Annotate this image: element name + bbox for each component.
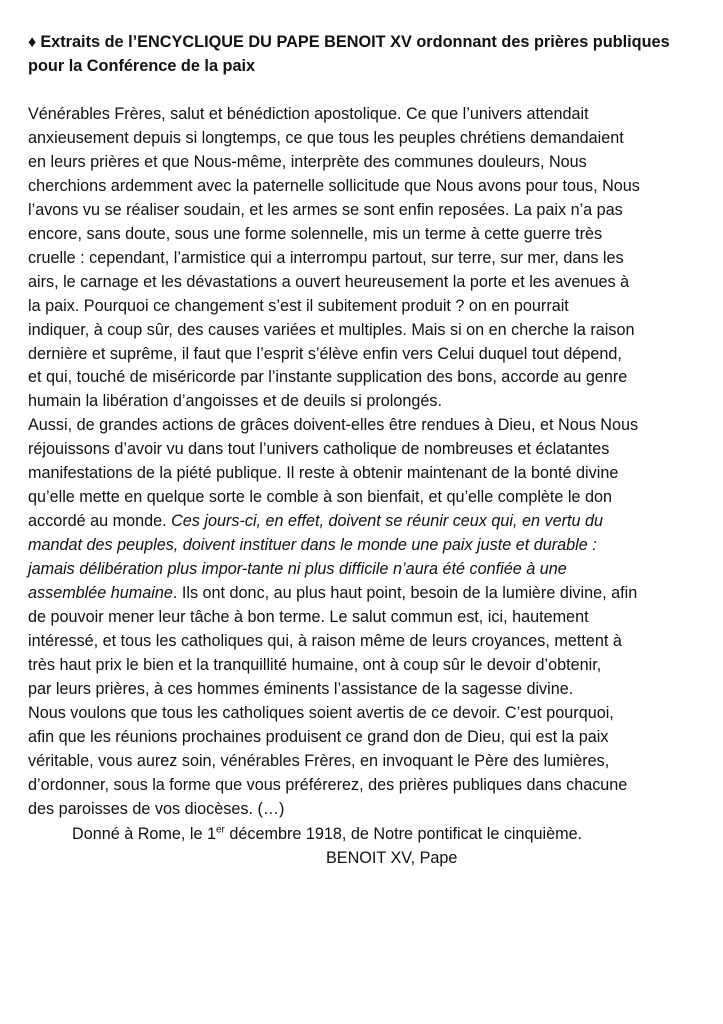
paragraph-2-line: qu’elle mette en quelque sorte le comble à son bienfait, et qu’elle complète le don: [28, 488, 613, 507]
date-suffix: décembre 1918, de Notre pontificat le cinquième.: [224, 824, 583, 843]
signature: BENOIT XV, Pape: [326, 848, 458, 867]
italic-quote-segment: Ces jours-ci, en effet, doivent se réunir ceux qui, en vertu du: [171, 512, 603, 531]
title-text-1: Extraits de l’ENCYCLIQUE DU PAPE BENOIT XV ordonnant des prières publiques: [40, 33, 670, 51]
paragraph-2-line: [28, 510, 708, 534]
title-line-2: pour la Conférence de la paix: [28, 57, 256, 75]
paragraph-1-line: l’avons vu se réaliser soudain, et les armes se sont enfin reposées. La paix n’a pas: [28, 200, 623, 219]
paragraph-1-line: en leurs prières et que Nous-même, interprète des communes douleurs, Nous: [28, 152, 587, 171]
paragraph-2-line: [28, 582, 708, 606]
normal-text-segment: . Ils ont donc, au plus haut point, besoin de la lumière divine, afin: [172, 584, 638, 603]
paragraph-1-line: la paix. Pourquoi ce changement s’est il subitement produit ? on en pourrait: [28, 296, 569, 315]
paragraph-1-line: anxieusement depuis si longtemps, ce que tous les peuples chrétiens demandaient: [28, 128, 624, 147]
italic-quote-segment: assemblée humaine: [28, 584, 173, 603]
diamond-bullet-icon: ♦: [28, 33, 37, 51]
paragraph-2-line: très haut prix le bien et la tranquillité humaine, ont à coup sûr le devoir d’obtenir,: [28, 655, 602, 674]
date-line: [28, 822, 708, 846]
paragraph-1-line: airs, le carnage et les dévastations a ouvert heureusement la porte et les avenues à: [28, 272, 630, 291]
paragraph-3-line: des paroisses de vos diocèses. (…): [28, 799, 285, 818]
signoff: [28, 822, 708, 870]
paragraph-3-line: afin que les réunions prochaines produisent ce grand don de Dieu, qui est la paix: [28, 727, 609, 746]
date-prefix: Donné à Rome, le 1: [72, 824, 216, 843]
paragraph-1-line: cherchions ardemment avec la paternelle sollicitude que Nous avons pour tous, Nous: [28, 176, 640, 195]
paragraph-3: [28, 702, 708, 822]
normal-text-segment: accordé au monde.: [28, 512, 172, 531]
paragraph-1-line: et qui, touché de miséricorde par l’instante supplication des bons, accorde au genre: [28, 368, 628, 387]
paragraph-2-line: par leurs prières, à ces hommes éminents l’assistance de la sagesse divine.: [28, 679, 574, 698]
document-page: [28, 30, 708, 870]
paragraph-1-line: indiquer, à coup sûr, des causes variées et multiples. Mais si on en cherche la raison: [28, 320, 635, 339]
italic-quote-line: mandat des peuples, doivent instituer dans le monde une paix juste et durable :: [28, 536, 597, 555]
paragraph-1-line: humain la libération d’angoisses et de deuils si prolongés.: [28, 392, 442, 411]
paragraph-1-line: encore, sans doute, sous une forme solennelle, mis un terme à cette guerre très: [28, 224, 603, 243]
paragraph-1-line: Vénérables Frères, salut et bénédiction apostolique. Ce que l’univers attendait: [28, 105, 589, 123]
paragraph-2-line: réjouissons d’avoir vu dans tout l’univers catholique de nombreuses et éclatantes: [28, 440, 610, 459]
paragraph-1: [28, 103, 708, 414]
paragraph-1-line: dernière et suprême, il faut que l’esprit s’élève enfin vers Celui duquel tout dépend,: [28, 344, 622, 363]
paragraph-3-line: véritable, vous aurez soin, vénérables Frères, en invoquant le Père des lumières,: [28, 751, 610, 770]
paragraph-2: [28, 414, 708, 701]
document-title: [28, 30, 708, 78]
date-superscript: er: [215, 824, 225, 836]
paragraph-2-line: Aussi, de grandes actions de grâces doivent-elles être rendues à Dieu, et Nous Nous: [28, 416, 639, 435]
title-line-1: [28, 30, 708, 54]
paragraph-3-line: d’ordonner, sous la forme que vous préférerez, des prières publiques dans chacune: [28, 775, 628, 794]
italic-quote-line: jamais délibération plus impor-tante ni plus difficile n’aura été confiée à une: [28, 560, 567, 579]
paragraph-2-line: de pouvoir mener leur tâche à bon terme. Le salut commun est, ici, hautement: [28, 608, 589, 627]
paragraph-3-line: Nous voulons que tous les catholiques soient avertis de ce devoir. C’est pourquoi,: [28, 703, 614, 722]
document-body: [28, 103, 708, 870]
paragraph-2-line: intéressé, et tous les catholiques qui, à raison même de leurs croyances, mettent à: [28, 631, 622, 650]
paragraph-2-line: manifestations de la piété publique. Il reste à obtenir maintenant de la bonté divine: [28, 464, 619, 483]
paragraph-1-line: cruelle : cependant, l’armistice qui a interrompu partout, sur terre, sur mer, dans les: [28, 248, 624, 267]
